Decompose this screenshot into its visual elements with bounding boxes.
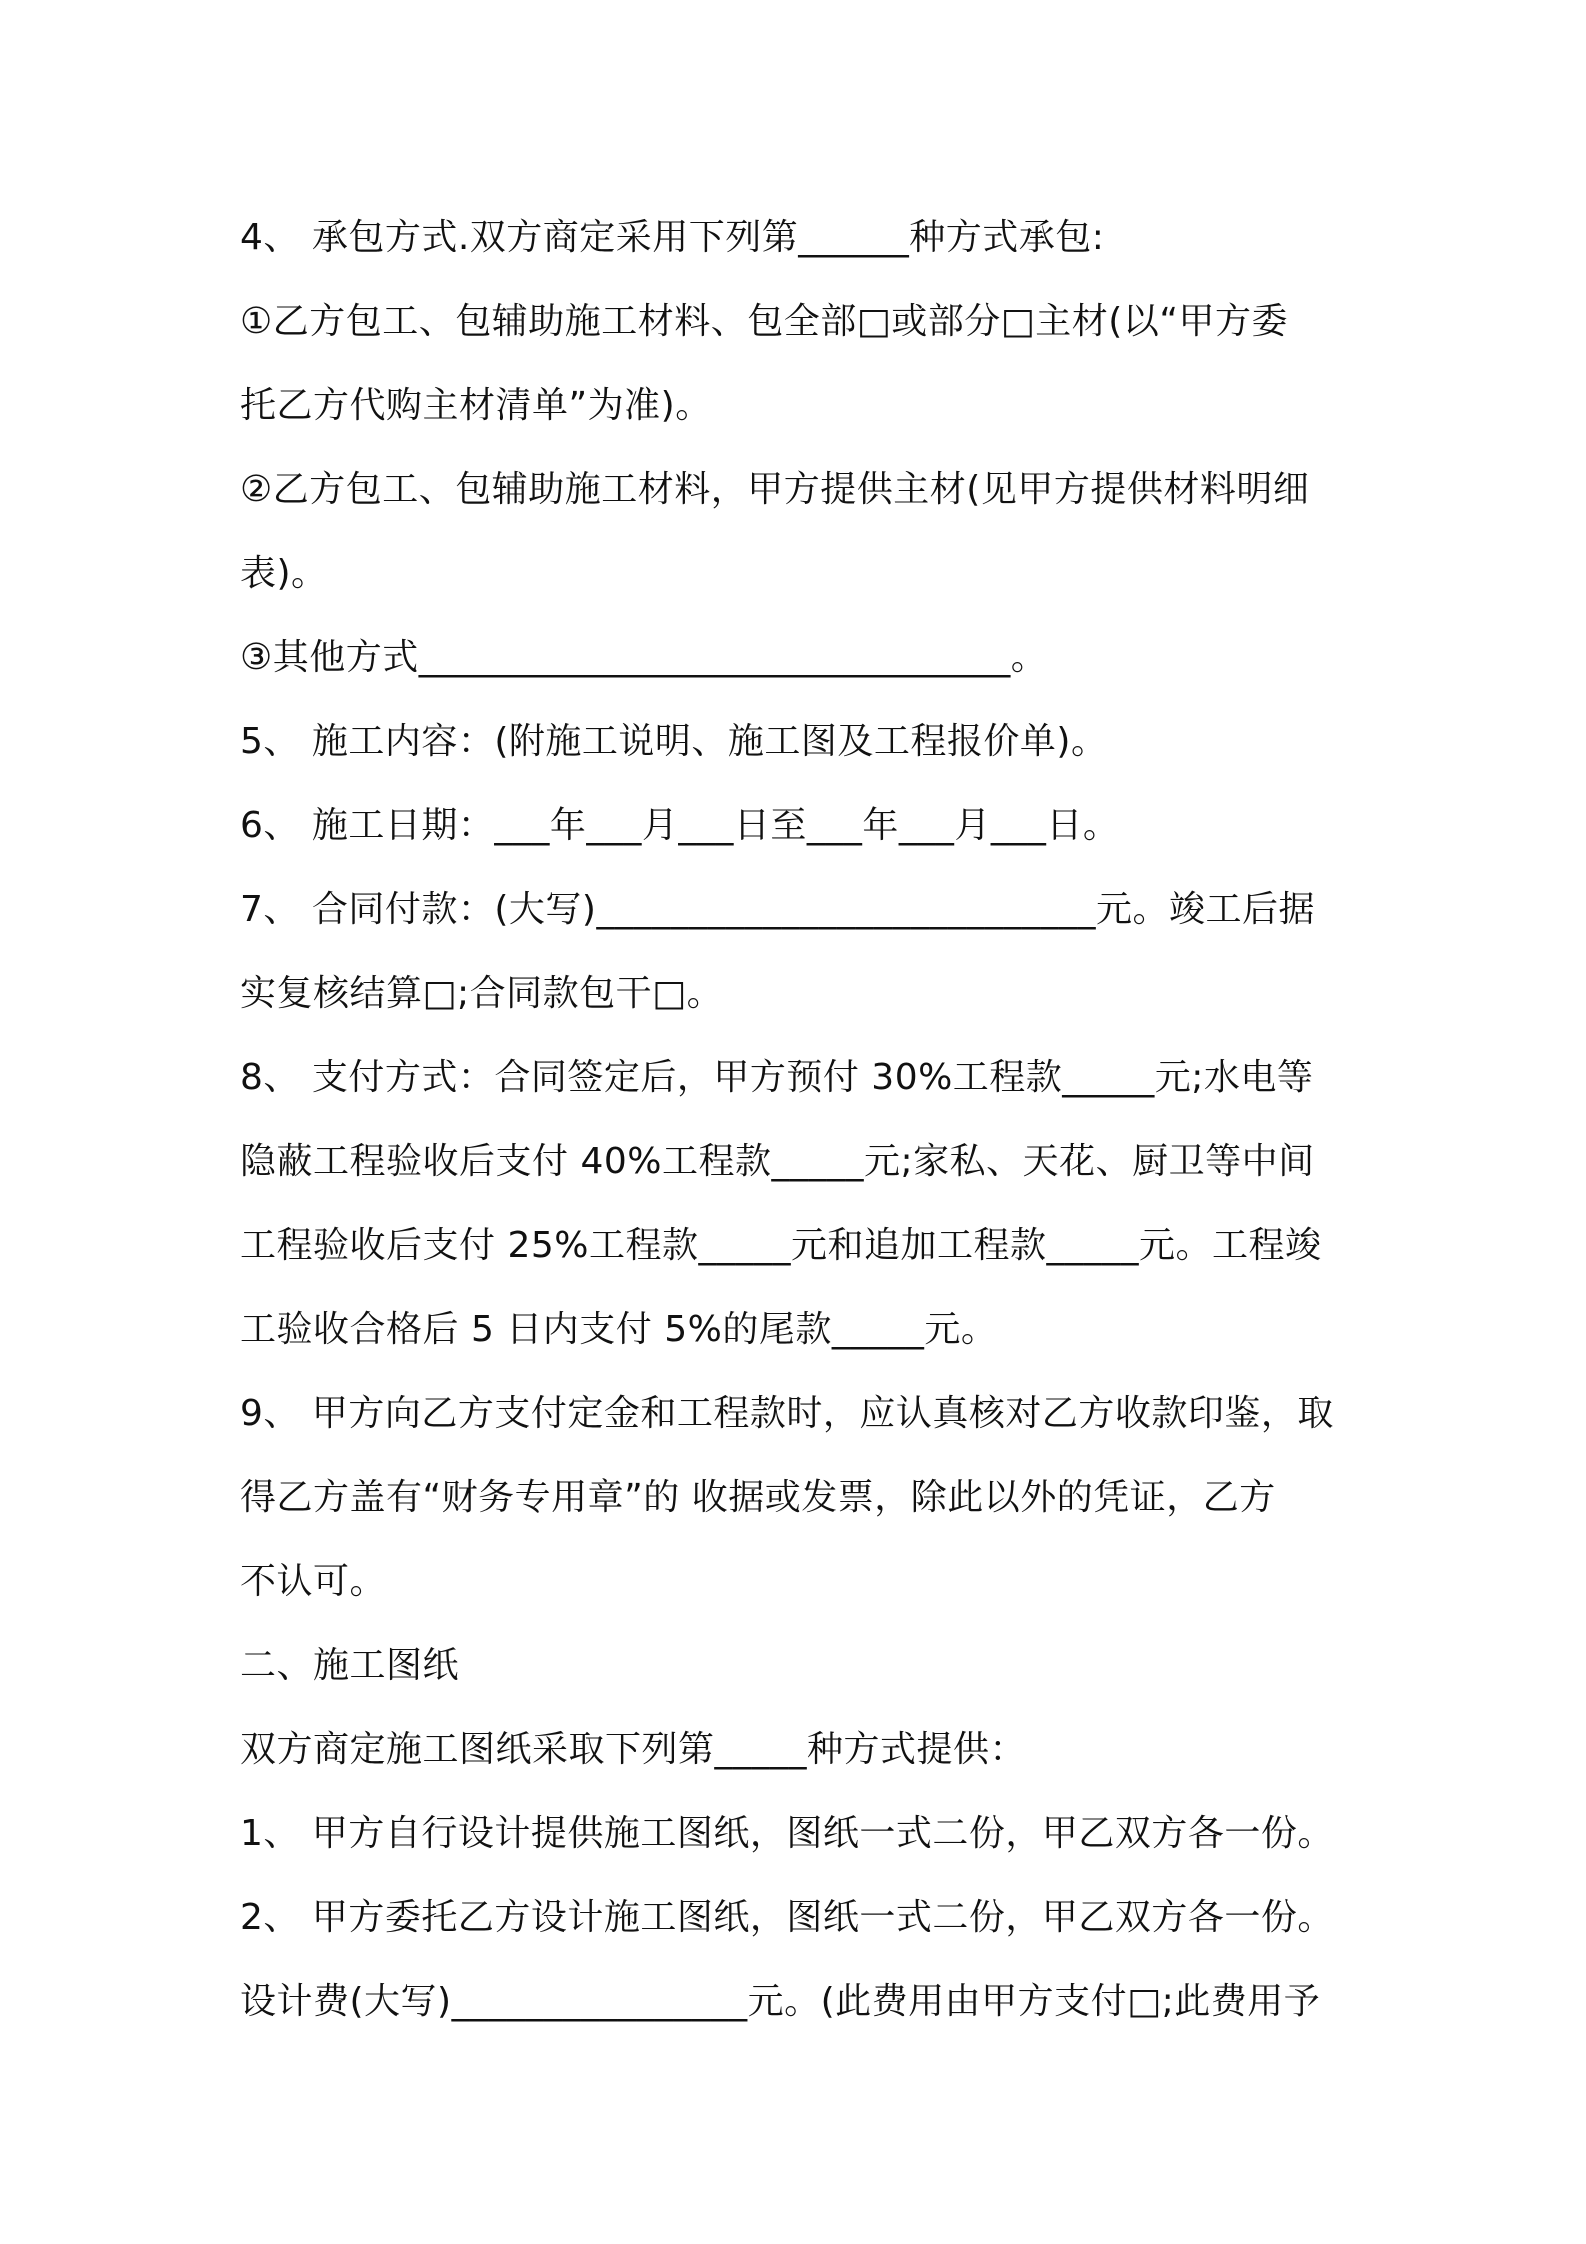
line-receipt-check-b: 得乙方盖有“财务专用章”的 收据或发票，除此以外的凭证，乙方 [240, 1477, 1276, 1518]
line-drawings-method: 双方商定施工图纸采取下列第_____种方式提供： [240, 1729, 1027, 1770]
line-payment-method-c: 工程验收后支付 25%工程款_____元和追加工程款_____元。工程竣 [240, 1225, 1322, 1266]
line-contract-payment-a: 7、 合同付款：(大写)___________________________元。竣工后据 [240, 889, 1315, 930]
line-option-2a: ②乙方包工、包辅助施工材料，甲方提供主材(见甲方提供材料明细 [240, 469, 1310, 510]
line-contract-payment-b: 实复核结算□;合同款包干□。 [240, 973, 724, 1014]
line-receipt-check-c: 不认可。 [240, 1561, 387, 1602]
line-receipt-check-a: 9、 甲方向乙方支付定金和工程款时，应认真核对乙方收款印鉴，取 [240, 1393, 1334, 1434]
line-drawings-option-1: 1、 甲方自行设计提供施工图纸，图纸一式二份，甲乙双方各一份。 [240, 1813, 1334, 1854]
line-option-1b: 托乙方代购主材清单”为准)。 [240, 385, 712, 426]
line-option-1a: ①乙方包工、包辅助施工材料、包全部□或部分□主材(以“甲方委 [240, 301, 1288, 342]
line-construction-date: 6、 施工日期：___年___月___日至___年___月___日。 [240, 805, 1120, 846]
line-payment-method-d: 工验收合格后 5 日内支付 5%的尾款_____元。 [240, 1309, 998, 1350]
line-option-3: ③其他方式________________________________。 [240, 637, 1048, 678]
line-contract-method: 4、 承包方式.双方商定采用下列第______种方式承包: [240, 217, 1105, 258]
document-page [240, 196, 1360, 2044]
section-heading-drawings: 二、施工图纸 [240, 1645, 460, 1686]
line-design-fee: 设计费(大写)________________元。(此费用由甲方支付□;此费用予 [240, 1981, 1321, 2022]
line-drawings-option-2: 2、 甲方委托乙方设计施工图纸，图纸一式二份，甲乙双方各一份。 [240, 1897, 1334, 1938]
line-construction-content: 5、 施工内容：(附施工说明、施工图及工程报价单)。 [240, 721, 1108, 762]
line-option-2b: 表)。 [240, 553, 328, 594]
line-payment-method-a: 8、 支付方式：合同签定后，甲方预付 30%工程款_____元;水电等 [240, 1057, 1314, 1098]
line-payment-method-b: 隐蔽工程验收后支付 40%工程款_____元;家私、天花、厨卫等中间 [240, 1141, 1315, 1182]
